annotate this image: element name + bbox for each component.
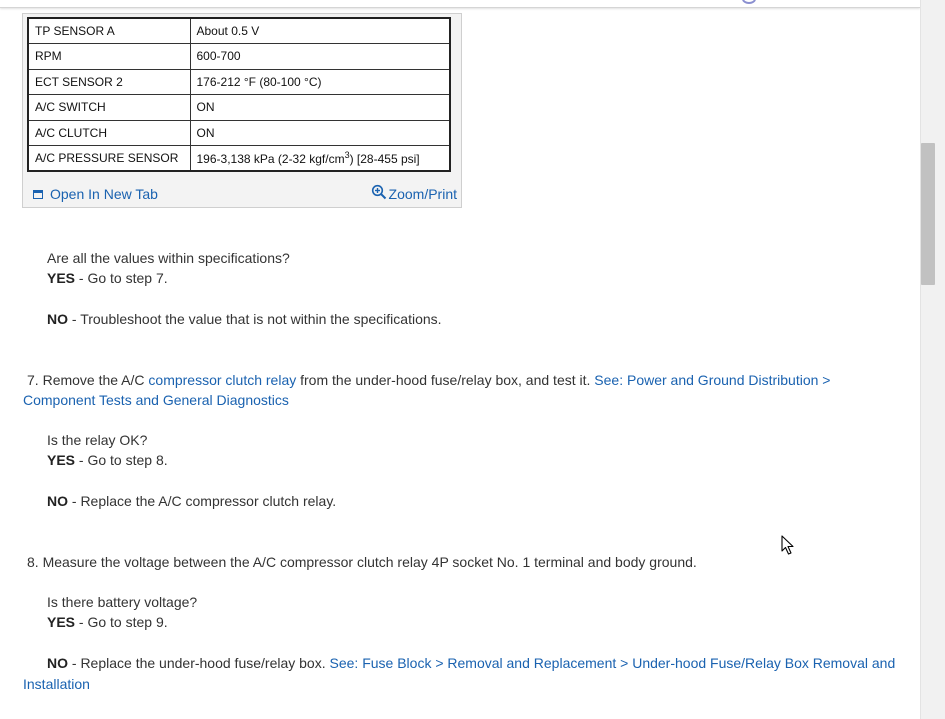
spec-value-main: 196-3,138 kPa (2-32 kgf/cm — [196, 152, 345, 166]
header-circle-icon[interactable] — [742, 0, 756, 4]
top-header-bar — [0, 0, 920, 8]
spec-figure — [22, 13, 462, 208]
see-fuse-block-link[interactable]: See: Fuse Block > Removal and Replacement > Under-hood Fuse/Relay Box Removal and — [329, 655, 896, 671]
figure-toolbar — [33, 186, 457, 204]
mouse-pointer-icon — [781, 535, 795, 556]
vertical-scrollbar-thumb[interactable] — [921, 143, 935, 285]
see-component-tests-link[interactable]: Component Tests and General Diagnostics — [23, 392, 289, 408]
spec-label: RPM — [28, 44, 190, 70]
yes-text: - Go to step 8. — [75, 452, 168, 468]
spec-label: TP SENSOR A — [28, 18, 190, 44]
spec-value: 176-212 °F (80-100 °C) — [190, 69, 450, 95]
step6-question: Are all the values within specifications? — [47, 250, 290, 266]
table-row — [28, 44, 450, 70]
table-row — [28, 95, 450, 121]
yes-label: YES — [47, 452, 76, 468]
step-number: 7. — [27, 372, 39, 388]
no-text: - Replace the under-hood fuse/relay box. — [68, 655, 330, 671]
no-label: NO — [47, 493, 68, 509]
step8-yes — [47, 612, 168, 632]
open-in-new-tab-link[interactable] — [33, 186, 158, 202]
step7-yes — [47, 450, 168, 470]
step-text: Measure the voltage between the A/C compressor clutch relay 4P socket No. 1 terminal and body ground. — [38, 554, 697, 570]
spec-table — [27, 17, 451, 172]
zoom-print-label: Zoom/Print — [388, 186, 457, 202]
step8-instruction — [23, 552, 697, 572]
see-power-ground-link[interactable]: See: Power and Ground Distribution > — [594, 372, 831, 388]
spec-value-tail: ) [28-455 psi] — [349, 152, 420, 166]
vertical-scrollbar-track[interactable] — [920, 0, 945, 719]
spec-value: About 0.5 V — [190, 18, 450, 44]
spec-value-superscript: 3 — [344, 150, 350, 160]
zoom-print-link[interactable] — [371, 186, 457, 202]
step-text: Remove the A/C — [38, 372, 149, 388]
table-row — [28, 69, 450, 95]
step7-instruction — [23, 370, 831, 390]
no-label: NO — [47, 655, 68, 671]
no-text: - Replace the A/C compressor clutch relay. — [68, 493, 337, 509]
no-text: - Troubleshoot the value that is not within the specifications. — [68, 311, 442, 327]
step8-no — [47, 653, 895, 673]
no-label: NO — [47, 311, 68, 327]
spec-label: A/C PRESSURE SENSOR — [28, 146, 190, 172]
step8-link-continued — [23, 674, 90, 694]
table-row — [28, 18, 450, 44]
step7-link-continued — [23, 390, 289, 410]
new-tab-icon — [33, 190, 43, 199]
yes-text: - Go to step 7. — [75, 270, 168, 286]
spec-value: ON — [190, 120, 450, 146]
spec-value — [190, 146, 450, 172]
step-number: 8. — [27, 554, 39, 570]
yes-text: - Go to step 9. — [75, 614, 168, 630]
step6-no — [47, 309, 442, 329]
spec-label: A/C SWITCH — [28, 95, 190, 121]
zoom-icon — [371, 184, 387, 200]
table-row — [28, 120, 450, 146]
see-installation-link[interactable]: Installation — [23, 676, 90, 692]
yes-label: YES — [47, 614, 76, 630]
open-in-new-tab-label: Open In New Tab — [50, 186, 158, 202]
spec-label: ECT SENSOR 2 — [28, 69, 190, 95]
step7-no — [47, 491, 336, 511]
compressor-clutch-relay-link[interactable]: compressor clutch relay — [148, 372, 297, 388]
step8-question: Is there battery voltage? — [47, 594, 198, 610]
table-row — [28, 146, 450, 172]
spec-value: 600-700 — [190, 44, 450, 70]
step7-question: Is the relay OK? — [47, 432, 148, 448]
spec-label: A/C CLUTCH — [28, 120, 190, 146]
step-text: from the under-hood fuse/relay box, and test it. — [296, 372, 595, 388]
step6-yes — [47, 268, 168, 288]
spec-value: ON — [190, 95, 450, 121]
yes-label: YES — [47, 270, 76, 286]
